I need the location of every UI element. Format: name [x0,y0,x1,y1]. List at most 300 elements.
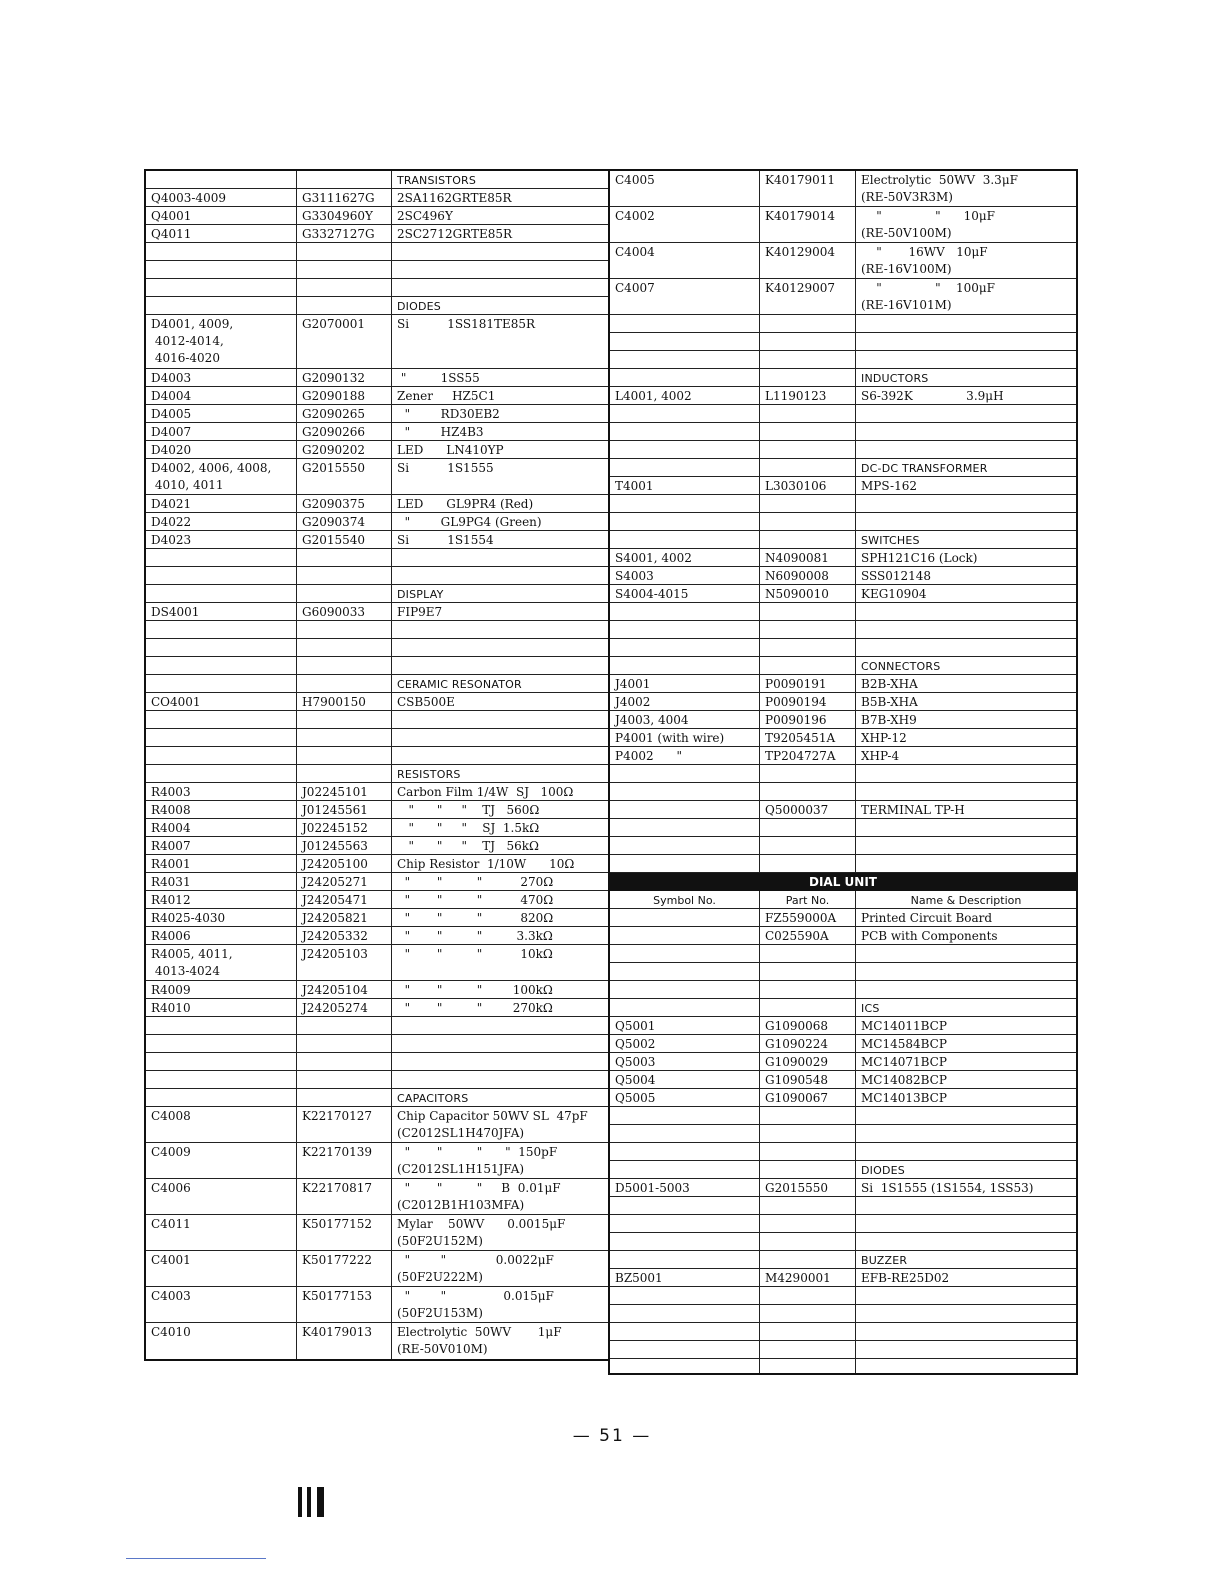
description-cell: Si 1S1554 [397,533,494,547]
symbol-cell: R4004 [146,819,297,836]
table-row [610,567,1076,585]
part-number-cell [760,459,856,476]
part-number-cell [760,1143,856,1160]
description-cell [856,765,1076,782]
part-number-cell: L3030106 [760,477,856,494]
part-number-cell [297,729,392,746]
symbol-cell: Symbol No. [610,891,760,908]
symbol-cell: R4006 [146,927,297,944]
description-cell [856,513,1076,530]
section-heading: TRANSISTORS [397,174,477,187]
description-cell [856,315,1076,332]
part-number-cell: P0090194 [760,693,856,710]
description-cell: " RD30EB2 [397,407,500,421]
table-row [610,1017,1076,1035]
table-row [610,729,1076,747]
part-number-cell: G1090067 [760,1089,856,1106]
table-row [146,783,610,801]
symbol-cell [610,657,760,674]
part-number-cell [760,1197,856,1214]
table-row [146,189,610,207]
symbol-cell: D4021 [146,495,297,512]
table-row [610,657,1076,675]
description-cell: LED LN410YP [397,443,504,457]
description-cell: S6-392K 3.9μH [861,389,1004,403]
part-number-cell [760,819,856,836]
symbol-cell: C4005 [610,171,760,206]
table-row [610,963,1076,981]
symbol-cell: J4002 [610,693,760,710]
part-number-cell: G1090029 [760,1053,856,1070]
table-row [610,801,1076,819]
description-cell: 2SA1162GRTE85R [397,191,512,205]
description-cell [856,1359,1076,1373]
description-cell: MC14584BCP [861,1037,947,1051]
table-row [610,1305,1076,1323]
table-row [146,315,610,369]
part-number-cell: J01245561 [297,801,392,818]
symbol-cell [146,1053,297,1070]
symbol-cell [610,837,760,854]
description-cell: 2SC496Y [397,209,453,223]
description-cell: " " " B 0.01μF (C2012B1H103MFA) [397,1181,561,1212]
table-row [610,1107,1076,1125]
table-row [610,459,1076,477]
description-cell [392,567,610,584]
part-number-cell: G3327127G [297,225,392,242]
symbol-cell [610,315,760,332]
table-row [610,423,1076,441]
table-row [610,1179,1076,1197]
symbol-cell: C4008 [146,1107,297,1142]
table-row [146,387,610,405]
table-row [146,837,610,855]
part-number-cell: G1090548 [760,1071,856,1088]
table-row [610,855,1076,873]
description-cell [856,963,1076,980]
part-number-cell [760,315,856,332]
table-row [610,171,1076,207]
part-number-cell: G2015550 [297,459,392,494]
part-number-cell: G6090033 [297,603,392,620]
description-cell: Printed Circuit Board [861,911,993,925]
description-cell: Si 1S1555 [397,461,494,475]
table-row [610,999,1076,1017]
table-row [146,1251,610,1287]
description-cell: Carbon Film 1/4W SJ 100Ω [397,785,574,799]
description-cell: FIP9E7 [397,605,443,619]
section-heading: CAPACITORS [397,1092,469,1105]
table-row [610,387,1076,405]
description-cell: Mylar 50WV 0.0015μF (50F2U152M) [397,1217,566,1248]
table-row [146,549,610,567]
description-cell: MC14071BCP [861,1055,947,1069]
symbol-cell [610,459,760,476]
part-number-cell [760,369,856,386]
part-number-cell [297,657,392,674]
table-row [146,243,610,261]
symbol-cell: Q4011 [146,225,297,242]
table-row [146,927,610,945]
symbol-cell: D4004 [146,387,297,404]
part-number-cell: K40179013 [297,1323,392,1359]
description-cell [392,1017,610,1034]
symbol-cell: R4008 [146,801,297,818]
part-number-cell [297,675,392,692]
symbol-cell [610,765,760,782]
description-cell: EFB-RE25D02 [861,1271,950,1285]
section-banner [610,873,1076,891]
part-number-cell [760,999,856,1016]
table-row [146,657,610,675]
symbol-cell: C4007 [610,279,760,314]
symbol-cell [146,639,297,656]
symbol-cell: R4003 [146,783,297,800]
symbol-cell: D4020 [146,441,297,458]
table-row [610,1269,1076,1287]
part-number-cell [760,639,856,656]
part-number-cell: K40129004 [760,243,856,278]
description-cell: " " " 270kΩ [397,1001,553,1015]
description-cell [392,279,610,296]
symbol-cell [146,1089,297,1106]
symbol-cell: Q4001 [146,207,297,224]
part-number-cell [297,747,392,764]
description-cell: " " " 470Ω [397,893,554,907]
description-cell: " " " TJ 56kΩ [397,839,539,853]
part-number-cell: G2090132 [297,369,392,386]
part-number-cell: G2090265 [297,405,392,422]
description-cell: PCB with Components [861,929,998,943]
symbol-cell [610,1107,760,1124]
description-cell: MC14082BCP [861,1073,947,1087]
part-number-cell [297,1053,392,1070]
symbol-cell: R4001 [146,855,297,872]
symbol-cell: DS4001 [146,603,297,620]
symbol-cell [610,1215,760,1232]
part-number-cell [760,603,856,620]
description-cell: XHP-4 [861,749,900,763]
symbol-cell: C4006 [146,1179,297,1214]
part-number-cell [297,621,392,638]
symbol-cell: C4002 [610,207,760,242]
symbol-cell [610,1125,760,1142]
symbol-cell [610,927,760,944]
description-cell [856,351,1076,368]
part-number-cell [760,513,856,530]
description-cell [392,261,610,278]
description-cell: SSS012148 [861,569,932,583]
part-number-cell: G2015540 [297,531,392,548]
table-row [146,531,610,549]
symbol-cell: Q4003-4009 [146,189,297,206]
symbol-cell [146,585,297,602]
table-row [610,603,1076,621]
table-row [146,765,610,783]
symbol-cell [610,945,760,962]
part-number-cell: J24205332 [297,927,392,944]
description-cell [392,639,610,656]
symbol-cell: Q5004 [610,1071,760,1088]
part-number-cell [760,783,856,800]
part-number-cell: G2090202 [297,441,392,458]
table-row [146,225,610,243]
symbol-cell: C4001 [146,1251,297,1286]
part-number-cell [760,423,856,440]
part-number-cell [297,279,392,296]
table-row [610,819,1076,837]
dial-unit-banner: DIAL UNIT [610,873,1076,891]
description-cell: XHP-12 [861,731,907,745]
description-cell [392,621,610,638]
table-row [610,1125,1076,1143]
part-number-cell [297,261,392,278]
part-number-cell [760,945,856,962]
part-number-cell: J02245152 [297,819,392,836]
symbol-cell [610,855,760,872]
symbol-cell [146,549,297,566]
scan-underline [126,1558,266,1559]
description-cell [392,243,610,260]
part-number-cell [760,1125,856,1142]
table-row [610,1035,1076,1053]
table-row [610,927,1076,945]
description-cell: " " " 3.3kΩ [397,929,553,943]
table-row [610,1197,1076,1215]
section-heading: SWITCHES [861,534,920,547]
description-cell: B2B-XHA [861,677,918,691]
symbol-cell [610,783,760,800]
symbol-cell: C4003 [146,1287,297,1322]
symbol-cell: Q5003 [610,1053,760,1070]
symbol-cell [146,621,297,638]
description-cell [856,1305,1076,1322]
table-row [610,405,1076,423]
part-number-cell [760,855,856,872]
symbol-cell: C4011 [146,1215,297,1250]
description-cell [392,657,610,674]
part-number-cell [760,1233,856,1250]
symbol-cell [610,819,760,836]
table-row [146,1089,610,1107]
symbol-cell [610,1233,760,1250]
part-number-cell: G3304960Y [297,207,392,224]
symbol-cell [610,441,760,458]
description-cell [856,1125,1076,1142]
symbol-cell [146,1071,297,1088]
description-cell [856,639,1076,656]
part-number-cell [760,1341,856,1358]
table-row [146,747,610,765]
parts-table-right [608,169,1078,1375]
symbol-cell: D4002, 4006, 4008, 4010, 4011 [146,459,297,494]
table-row [146,729,610,747]
symbol-cell: D5001-5003 [610,1179,760,1196]
description-cell: " " " SJ 1.5kΩ [397,821,540,835]
symbol-cell [610,1305,760,1322]
symbol-cell: P4001 (with wire) [610,729,760,746]
description-cell [392,1071,610,1088]
table-row [146,297,610,315]
table-row [610,477,1076,495]
symbol-cell [610,1287,760,1304]
table-row [610,1161,1076,1179]
description-cell: MPS-162 [861,479,917,493]
table-row [146,873,610,891]
table-row [610,639,1076,657]
description-cell: LED GL9PR4 (Red) [397,497,534,511]
table-row [146,1017,610,1035]
description-cell [856,441,1076,458]
part-number-cell: G1090224 [760,1035,856,1052]
description-cell [856,945,1076,962]
part-number-cell [760,657,856,674]
description-cell [856,603,1076,620]
section-heading: DIODES [861,1164,905,1177]
symbol-cell [610,981,760,998]
symbol-cell: R4005, 4011, 4013-4024 [146,945,297,980]
symbol-cell: T4001 [610,477,760,494]
symbol-cell [610,909,760,926]
symbol-cell: R4031 [146,873,297,890]
table-row [146,675,610,693]
symbol-cell [146,243,297,260]
part-number-cell [297,549,392,566]
part-number-cell [760,1107,856,1124]
part-number-cell: J24205271 [297,873,392,890]
symbol-cell [146,171,297,188]
part-number-cell [760,405,856,422]
table-row [610,1143,1076,1161]
symbol-cell [610,513,760,530]
parts-table-left [144,169,611,1361]
symbol-cell [610,369,760,386]
table-row [146,441,610,459]
table-row [146,279,610,297]
part-number-cell: K50177222 [297,1251,392,1286]
table-row [146,981,610,999]
symbol-cell [146,675,297,692]
symbol-cell [146,711,297,728]
table-row [146,459,610,495]
description-cell [856,1287,1076,1304]
table-row [610,531,1076,549]
description-cell: MC14013BCP [861,1091,947,1105]
part-number-cell [760,981,856,998]
part-number-cell: C025590A [760,927,856,944]
part-number-cell [297,567,392,584]
table-row [146,1287,610,1323]
description-cell [856,1107,1076,1124]
table-row [610,1341,1076,1359]
part-number-cell [297,1089,392,1106]
symbol-cell [610,621,760,638]
description-cell: 2SC2712GRTE85R [397,227,513,241]
table-row [146,207,610,225]
description-cell: Zener HZ5C1 [397,389,496,403]
table-row [146,495,610,513]
description-cell [856,1323,1076,1340]
section-heading: DC-DC TRANSFORMER [861,462,988,475]
part-number-cell: J24205104 [297,981,392,998]
part-number-cell: G3111627G [297,189,392,206]
section-heading: BUZZER [861,1254,908,1267]
symbol-cell [610,405,760,422]
description-cell [856,819,1076,836]
symbol-cell: C4010 [146,1323,297,1359]
table-row [146,1323,610,1359]
table-row [146,567,610,585]
table-row [610,1071,1076,1089]
symbol-cell: D4005 [146,405,297,422]
part-number-cell: M4290001 [760,1269,856,1286]
table-row [610,1233,1076,1251]
symbol-cell [610,1341,760,1358]
table-row [146,891,610,909]
table-row [146,369,610,387]
part-number-cell: G2015550 [760,1179,856,1196]
part-number-cell [760,765,856,782]
table-row [146,999,610,1017]
table-row [146,171,610,189]
description-cell [856,783,1076,800]
description-cell: " " " 10kΩ [397,947,553,961]
symbol-cell: Q5002 [610,1035,760,1052]
description-cell [856,1215,1076,1232]
table-row [610,441,1076,459]
description-cell [392,549,610,566]
description-cell: " 16WV 10μF (RE-16V100M) [861,245,988,276]
table-row [610,981,1076,999]
part-number-cell: P0090196 [760,711,856,728]
symbol-cell: C4009 [146,1143,297,1178]
part-number-cell: G2090375 [297,495,392,512]
description-cell: " " " 270Ω [397,875,554,889]
part-number-cell: K40129007 [760,279,856,314]
part-number-cell: K40179011 [760,171,856,206]
symbol-cell: J4001 [610,675,760,692]
symbol-cell: D4003 [146,369,297,386]
symbol-cell [146,297,297,314]
table-row [610,783,1076,801]
symbol-cell [146,261,297,278]
part-number-cell [760,1305,856,1322]
part-number-cell [297,711,392,728]
symbol-cell: BZ5001 [610,1269,760,1286]
part-number-cell [760,1161,856,1178]
part-number-cell [760,495,856,512]
symbol-cell [610,351,760,368]
part-number-cell [297,639,392,656]
table-row [146,585,610,603]
description-cell: TERMINAL TP-H [861,803,965,817]
symbol-cell: S4004-4015 [610,585,760,602]
table-row [146,1107,610,1143]
table-row [610,369,1076,387]
table-row [610,1359,1076,1373]
section-heading: CERAMIC RESONATOR [397,678,522,691]
symbol-cell [146,1035,297,1052]
table-row [146,819,610,837]
description-cell [856,1233,1076,1250]
table-row [610,549,1076,567]
symbol-cell: R4012 [146,891,297,908]
part-number-cell: H7900150 [297,693,392,710]
symbol-cell: J4003, 4004 [610,711,760,728]
part-number-cell: K22170139 [297,1143,392,1178]
description-cell [856,495,1076,512]
table-row [610,1287,1076,1305]
